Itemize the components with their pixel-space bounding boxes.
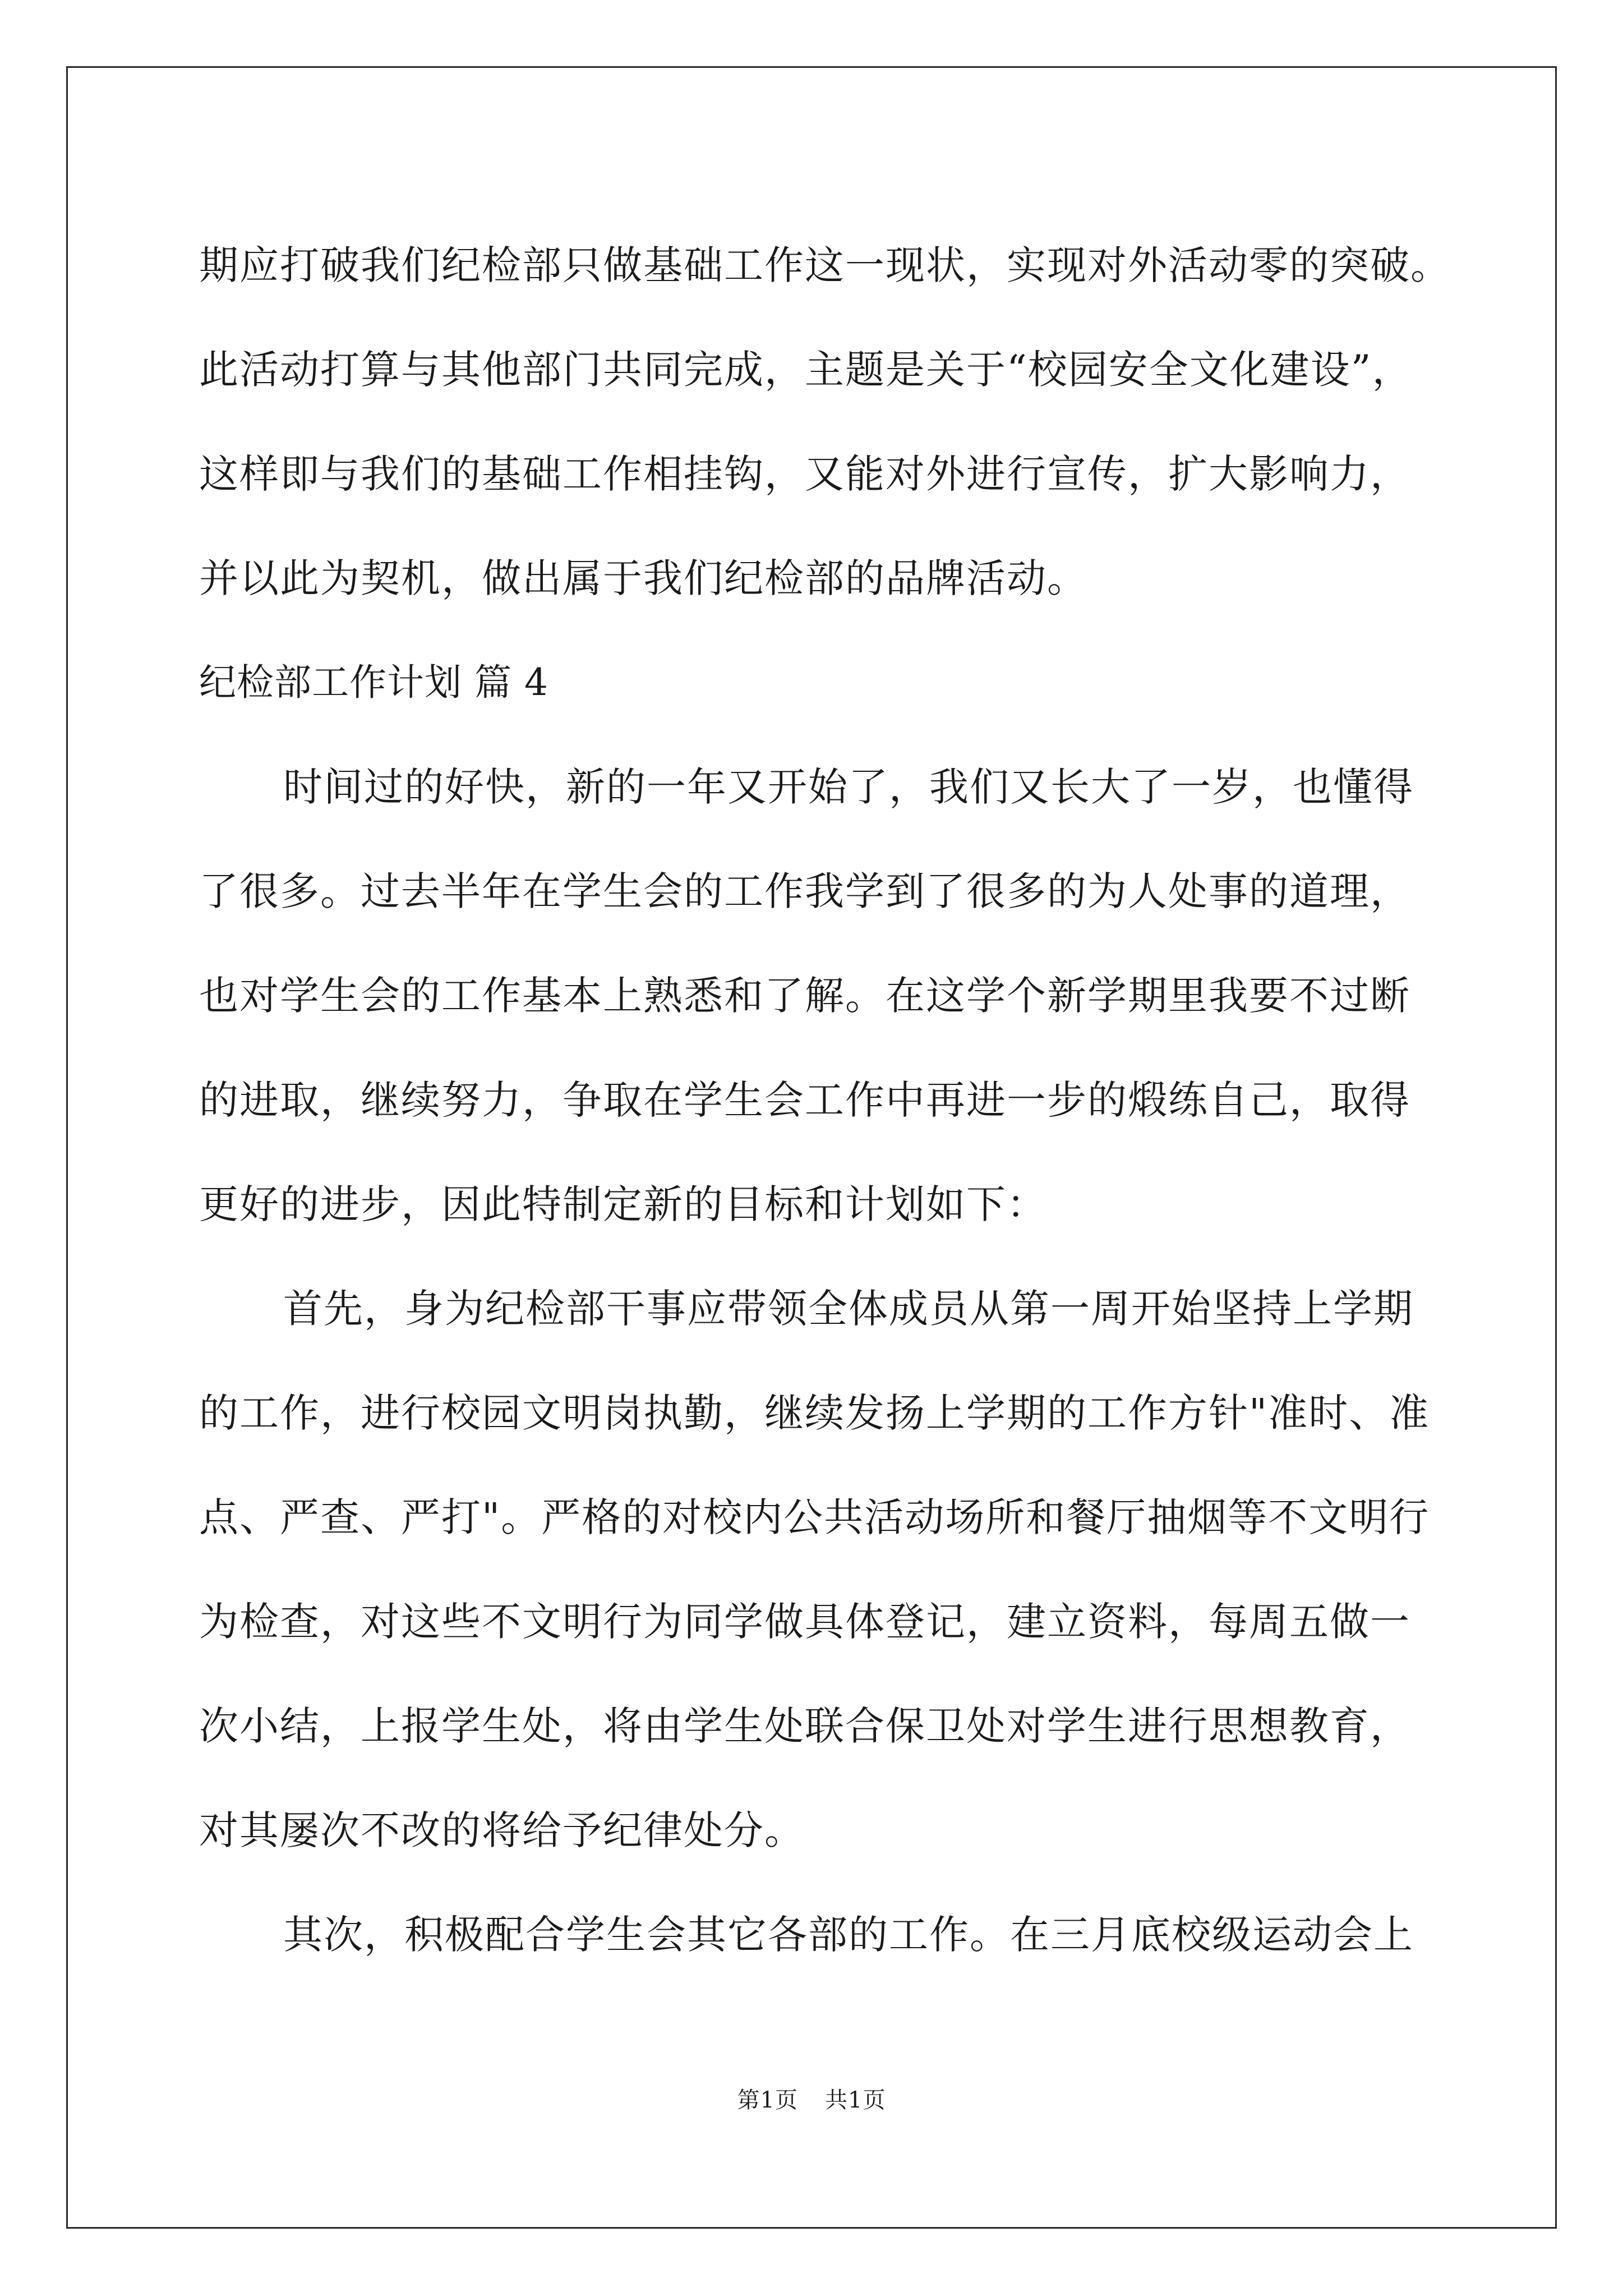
text-line: 此活动打算与其他部门共同完成，主题是关于“校园安全文化建设”，: [199, 347, 1413, 393]
text-line: 的进取，继续努力，争取在学生会工作中再进一步的煅练自己，取得: [199, 1077, 1410, 1123]
text-line: 点、严查、严打"。严格的对校内公共活动场所和餐厅抽烟等不文明行: [199, 1494, 1430, 1540]
page-footer: [0, 2082, 1623, 2114]
text-line: 也对学生会的工作基本上熟悉和了解。在这学个新学期里我要不过断: [199, 973, 1410, 1019]
paragraph-first-line: 时间过的好快，新的一年又开始了，我们又长大了一岁，也懂得: [283, 764, 1414, 810]
text-line: 并以此为契机，做出属于我们纪检部的品牌活动。: [199, 555, 1087, 601]
text-line: 对其屡次不改的将给予纪律处分。: [199, 1807, 805, 1853]
text-line: 的工作，进行校园文明岗执勤，继续发扬上学期的工作方针"准时、准: [199, 1390, 1430, 1436]
paragraph-first-line: 其次，积极配合学生会其它各部的工作。在三月底校级运动会上: [283, 1912, 1414, 1958]
text-line: 更好的进步，因此特制定新的目标和计划如下：: [199, 1181, 1047, 1227]
text-line: 期应打破我们纪检部只做基础工作这一现状，实现对外活动零的突破。: [199, 242, 1451, 288]
section-heading: 纪检部工作计划 篇 4: [199, 661, 548, 704]
page-total: 共1页: [825, 2087, 886, 2113]
text-line: 这样即与我们的基础工作相挂钩，又能对外进行宣传，扩大影响力，: [199, 451, 1410, 497]
text-line: 次小结，上报学生处，将由学生处联合保卫处对学生进行思想教育，: [199, 1703, 1410, 1749]
text-line: 为检查，对这些不文明行为同学做具体登记，建立资料，每周五做一: [199, 1599, 1410, 1645]
paragraph-first-line: 首先，身为纪检部干事应带领全体成员从第一周开始坚持上学期: [283, 1286, 1414, 1332]
document-body: [199, 213, 1451, 1987]
text-line: 了很多。过去半年在学生会的工作我学到了很多的为人处事的道理，: [199, 868, 1410, 914]
page-number: 第1页: [737, 2087, 798, 2113]
